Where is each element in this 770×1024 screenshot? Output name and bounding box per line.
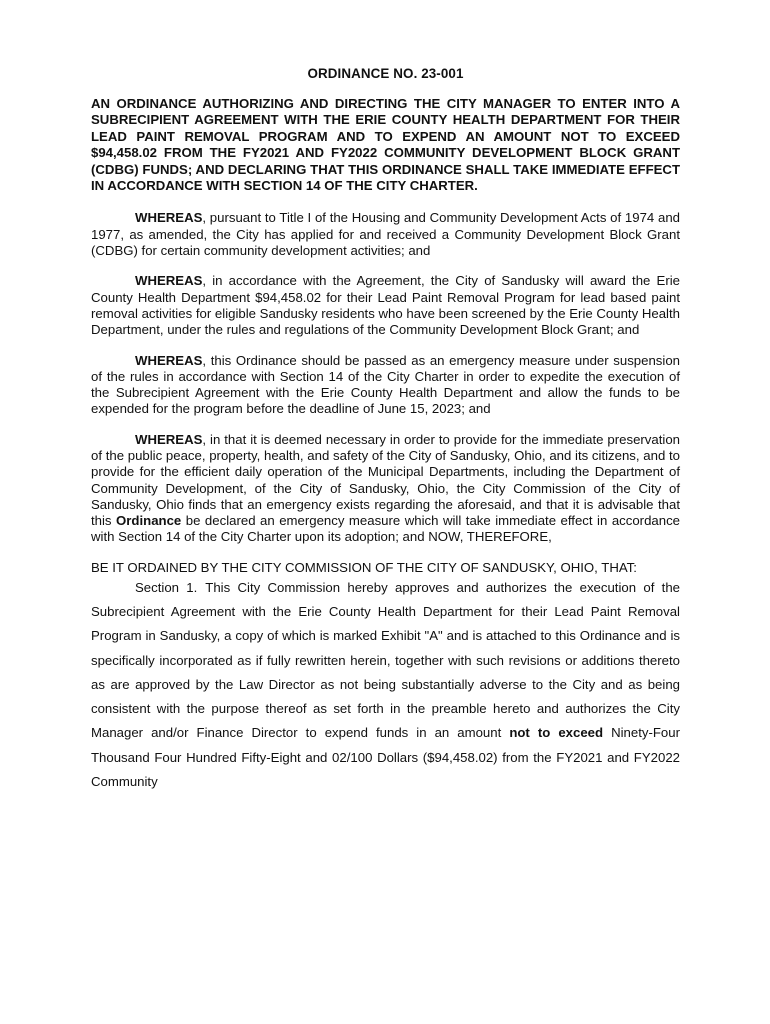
whereas-paragraph-4: [91, 432, 680, 546]
whereas-label: WHEREAS: [135, 273, 203, 289]
section-1-label: Section 1.: [135, 580, 198, 596]
whereas-text: , pursuant to Title I of the Housing and Community Development Acts of 1974 and 1977, as amended, the City has applied for and received a Community Development Block Grant (CDBG) for certain community development activities; and: [91, 210, 680, 259]
ordinance-bold-word: Ordinance: [116, 513, 182, 529]
whereas-paragraph-2: [91, 273, 680, 338]
section-1-text-continued: Ninety-Four Thousand Four Hundred Fifty-Eight and 02/100 Dollars ($94,458.02) from the FY2021 and FY2022 Community: [91, 725, 680, 789]
whereas-text-continued: be declared an emergency measure which will take immediate effect in accordance with Section 14 of the City Charter upon its adoption; and NOW, THEREFORE,: [91, 513, 680, 545]
whereas-label: WHEREAS: [135, 210, 203, 226]
whereas-paragraph-3: [91, 353, 680, 418]
ordaining-clause: BE IT ORDAINED BY THE CITY COMMISSION OF THE CITY OF SANDUSKY, OHIO, THAT:: [91, 559, 637, 575]
whereas-label: WHEREAS: [135, 352, 203, 368]
section-1-text: This City Commission hereby approves and authorizes the execution of the Subrecipient Agreement with the Erie County Health Department for their Lead Paint Removal Program in Sandusky, a copy of which is marked Exhibit "A" and is attached to this Ordinance and is specifically incorporated as if fully rewritten herein, together with such revisions or additions thereto as are approved by the Law Director as not being substantially adverse to the City and as being consistent with the purpose thereof as set forth in the preamble hereto and authorizes the City Manager and/or Finance Director to expend funds in an amount: [91, 580, 681, 741]
whereas-label: WHEREAS: [135, 431, 203, 447]
whereas-text: , in that it is deemed necessary in order to provide for the immediate preservation of the public peace, property, health, and safety of the City of Sandusky, Ohio, and its citizens, and to provide for the efficient daily operation of the Municipal Departments, including the Department of Community Development, of the City of Sandusky, Ohio, the City Commission of the City of Sandusky, Ohio finds that an emergency exists regarding the aforesaid, and that it is advisable that this: [91, 431, 680, 529]
whereas-text: , in accordance with the Agreement, the City of Sandusky will award the Erie County Health Department $94,458.02 for their Lead Paint Removal Program for lead based paint removal activities for eligible Sandusky residents who have been screened by the Erie County Health Department, under the rules and regulations of the Community Development Block Grant; and: [91, 273, 680, 338]
whereas-paragraph-1: [91, 210, 680, 259]
whereas-text: , this Ordinance should be passed as an emergency measure under suspension of the rules in accordance with Section 14 of the City Charter in order to expedite the execution of the Subrecipient Agreement with the Erie County Health Department and allow the funds to be expended for the program before the deadline of June 15, 2023; and: [91, 352, 680, 417]
ordinance-number-title: ORDINANCE NO. 23-001: [307, 66, 464, 81]
document-page: [91, 66, 680, 794]
not-to-exceed-phrase: not to exceed: [509, 725, 604, 741]
section-1-paragraph: [91, 576, 680, 794]
ordinance-heading: AN ORDINANCE AUTHORIZING AND DIRECTING THE CITY MANAGER TO ENTER INTO A SUBRECIPIENT AGREEMENT WITH THE ERIE COUNTY HEALTH DEPARTMENT FOR THEIR LEAD PAINT REMOVAL PROGRAM AND TO EXPEND AN AMOUNT NOT TO EXCEED $94,458.02 FROM THE FY2021 AND FY2022 COMMUNITY DEVELOPMENT BLOCK GRANT (CDBG) FUNDS; AND DECLARING THAT THIS ORDINANCE SHALL TAKE IMMEDIATE EFFECT IN ACCORDANCE WITH SECTION 14 OF THE CITY CHARTER.: [91, 96, 680, 194]
